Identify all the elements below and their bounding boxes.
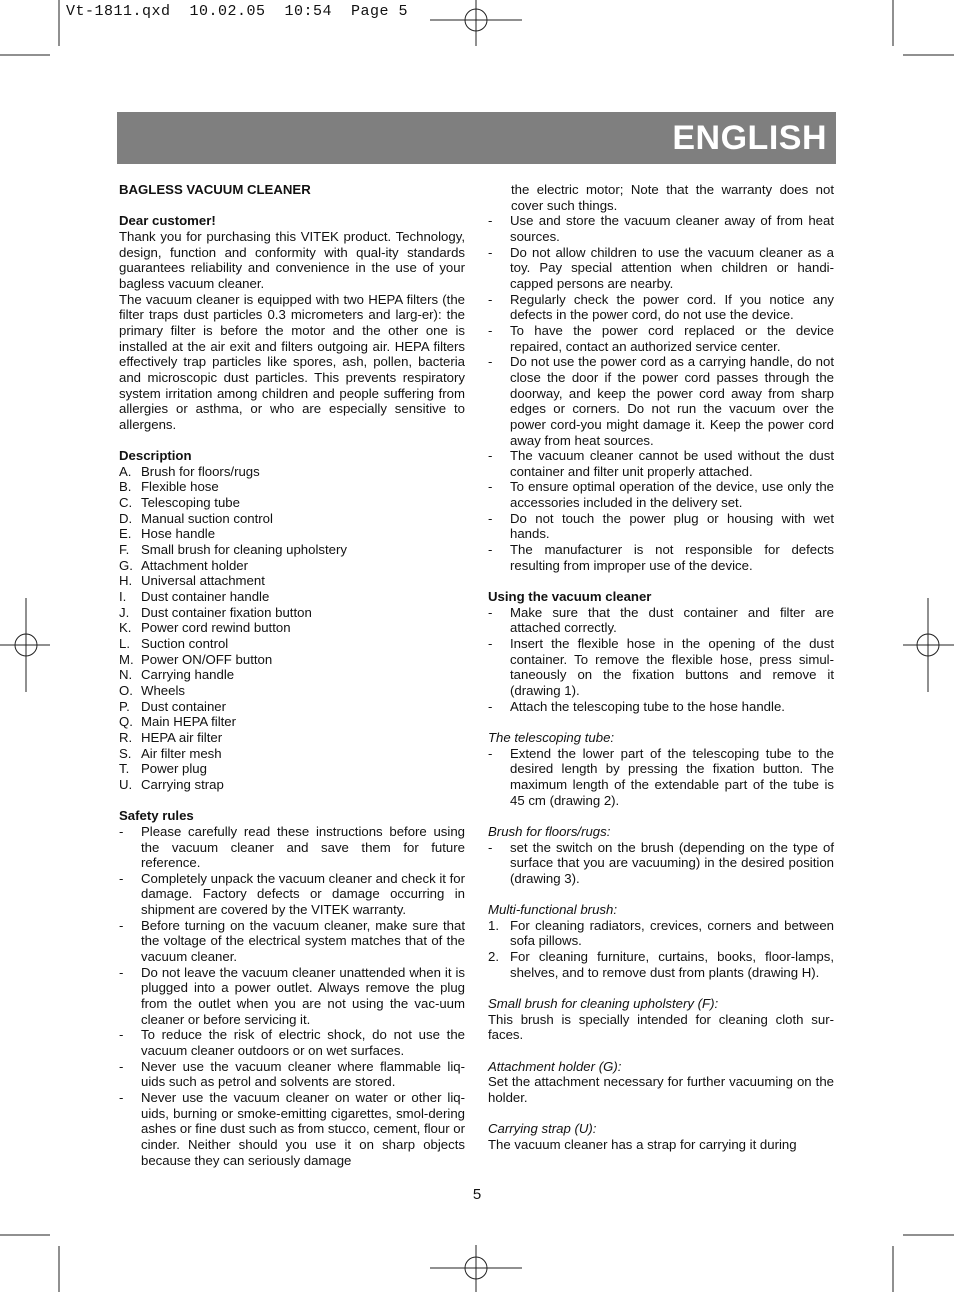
- intro-paragraph: Thank you for purchasing this VITEK product. Technology, design, function and conformity with qual-ity standards guarantees reliability and convenience in the use of your bagless vacuum cleaner.: [119, 228, 465, 291]
- list-marker: O.: [119, 682, 133, 698]
- list-text: Please carefully read these instructions before using the vacuum cleaner and save them for future reference.: [141, 823, 465, 871]
- list-item: [119, 511, 465, 527]
- small-brush-text: This brush is specially intended for cleaning cloth sur-faces.: [488, 1011, 834, 1043]
- list-item: [488, 511, 834, 542]
- list-marker: -: [488, 244, 493, 260]
- list-item: [488, 605, 834, 636]
- safety-list: [119, 824, 465, 1168]
- list-marker: S.: [119, 745, 132, 761]
- list-text: Small brush for cleaning upholstery: [141, 542, 347, 558]
- list-text: Do not allow children to use the vacuum cleaner as a toy. Pay special attention when children or handi-capped persons are nearby.: [510, 244, 834, 291]
- description-list: [119, 464, 465, 793]
- list-text: Carrying handle: [141, 667, 235, 683]
- strap-heading: Carrying strap (U):: [488, 1121, 597, 1137]
- list-marker: Q.: [119, 714, 133, 730]
- hepa-paragraph: The vacuum cleaner is equipped with two HEPA filters (the filter traps dust particles 0.3 micrometers and larg-er): the primary filter is before the motor and the other one is installed at the air exit and filters outgoing air. HEPA filters effectively trap particles like spores, ash, pollen, bacteria and microscopic dust particles. This prevents respiratory system irritation among children and people suffering from allergies or asthma, or who are especially sensitive to allergens.: [119, 291, 465, 432]
- list-text: Air filter mesh: [141, 745, 222, 761]
- print-slug: Vt-1811.qxd 10.02.05 10:54 Page 5: [66, 3, 409, 20]
- page-number: 5: [472, 1186, 482, 1203]
- safety-heading: Safety rules: [119, 808, 194, 824]
- list-marker: I.: [119, 589, 127, 605]
- list-text: Dust container handle: [141, 589, 270, 605]
- list-item: [119, 620, 465, 636]
- list-text: Wheels: [141, 682, 185, 698]
- list-text: Regularly check the power cord. If you notice any defects in the power cord, do not use the device.: [510, 291, 834, 323]
- list-text: Use and store the vacuum cleaner away of from heat sources.: [510, 213, 834, 244]
- list-item: [488, 746, 834, 809]
- list-marker: -: [488, 479, 493, 495]
- registration-mark-right: [903, 598, 954, 692]
- list-item: [488, 448, 834, 479]
- list-item: [488, 213, 834, 244]
- list-text: To reduce the risk of electric shock, do not use the vacuum cleaner outdoors or on wet surfaces.: [141, 1027, 465, 1059]
- list-item: [488, 292, 834, 323]
- list-item: [119, 558, 465, 574]
- list-marker: L.: [119, 636, 130, 651]
- list-item: [119, 464, 465, 480]
- list-item: [119, 667, 465, 683]
- list-text: For cleaning furniture, curtains, books, floor-lamps, shelves, and to remove dust from plants (drawing H).: [510, 949, 834, 980]
- using-heading: Using the vacuum cleaner: [488, 589, 652, 605]
- list-item: [119, 573, 465, 589]
- list-item: [119, 746, 465, 762]
- list-text: The manufacturer is not responsible for defects resulting from improper use of the device.: [510, 542, 834, 573]
- list-item: [119, 605, 465, 621]
- list-text: Extend the lower part of the telescoping tube to the desired length by pressing the fixation button. The maximum length of the extendable part of the tube is 45 cm (drawing 2).: [510, 745, 834, 808]
- multi-brush-list: [488, 918, 834, 981]
- list-item: [119, 714, 465, 730]
- list-marker: -: [488, 839, 493, 855]
- list-marker: R.: [119, 729, 133, 745]
- list-marker: 2.: [488, 949, 499, 965]
- list-item: [488, 245, 834, 292]
- list-marker: 1.: [488, 917, 499, 933]
- list-marker: -: [488, 698, 493, 714]
- registration-mark-bottom: [430, 1245, 522, 1292]
- list-item: [119, 918, 465, 965]
- list-item: [119, 730, 465, 746]
- list-marker: -: [488, 291, 493, 307]
- greeting: Dear customer!: [119, 213, 216, 229]
- list-text: Never use the vacuum cleaner where flammable liq-uids such as petrol and solvents are stored.: [141, 1058, 465, 1090]
- list-text: Flexible hose: [141, 479, 219, 495]
- list-marker: G.: [119, 557, 133, 573]
- list-marker: D.: [119, 510, 133, 526]
- list-text: Do not use the power cord as a carrying handle, do not close the door if the power cord passes through the doorway, and keep the power cord away from sharp edges or corners. Do not run the vacuum over the power cord-you might damage it. Keep the power cord away from heat sources.: [510, 354, 834, 448]
- list-text: Brush for floors/rugs: [141, 463, 260, 479]
- list-marker: J.: [119, 604, 130, 620]
- list-item: [119, 589, 465, 605]
- list-marker: H.: [119, 573, 133, 589]
- list-text: Never use the vacuum cleaner on water or other liq-uids, burning or smoke-emitting cigarettes, smol-dering ashes or fine dust such as from stucco, cement, flour or cinder. Neither should you use it on sharp objects because they can seriously damage: [141, 1090, 465, 1168]
- list-item: [119, 761, 465, 777]
- list-marker: -: [119, 823, 124, 839]
- list-item: [119, 479, 465, 495]
- list-item: [488, 636, 834, 699]
- list-marker: F.: [119, 542, 130, 558]
- list-item: [119, 824, 465, 871]
- multi-brush-heading: Multi-functional brush:: [488, 902, 618, 918]
- language-title: ENGLISH: [672, 119, 827, 157]
- list-marker: -: [488, 448, 493, 464]
- registration-mark-top: [430, 0, 522, 46]
- list-text: Attachment holder: [141, 557, 249, 573]
- list-marker: A.: [119, 463, 132, 479]
- list-marker: -: [488, 322, 493, 338]
- list-item: [119, 542, 465, 558]
- list-text: set the switch on the brush (depending on the type of surface that you are vacuuming) in the desired position (drawing 3).: [510, 839, 834, 886]
- list-marker: -: [119, 870, 124, 886]
- language-banner: [117, 112, 836, 164]
- list-text: Do not touch the power plug or housing with wet hands.: [510, 510, 834, 542]
- list-marker: -: [488, 510, 493, 526]
- list-text: Insert the flexible hose in the opening of the dust container. To remove the flexible hose, press simul-taneously on the fixation buttons and remove it (drawing 1).: [510, 636, 834, 698]
- left-column: [119, 182, 465, 1168]
- list-text: For cleaning radiators, crevices, corners and between sofa pillows.: [510, 917, 834, 949]
- list-marker: C.: [119, 495, 133, 511]
- list-text: The vacuum cleaner cannot be used without the dust container and filter unit properly attached.: [510, 448, 834, 479]
- brush-heading: Brush for floors/rugs:: [488, 823, 611, 839]
- list-marker: -: [488, 542, 493, 558]
- list-text: Power ON/OFF button: [141, 651, 273, 667]
- list-marker: E.: [119, 526, 132, 542]
- list-item: [488, 840, 834, 887]
- list-marker: T.: [119, 761, 130, 777]
- list-item: [119, 871, 465, 918]
- list-marker: -: [119, 1027, 124, 1043]
- document-title: BAGLESS VACUUM CLEANER: [119, 182, 311, 197]
- list-item: [488, 918, 834, 949]
- registration-mark-left: [0, 598, 50, 692]
- list-text: Before turning on the vacuum cleaner, make sure that the voltage of the electrical system matches that of the vacuum cleaner.: [141, 917, 465, 965]
- right-column: [488, 182, 834, 1153]
- list-marker: K.: [119, 620, 132, 636]
- list-marker: -: [488, 354, 493, 370]
- list-item: [119, 1027, 465, 1058]
- list-item: [488, 323, 834, 354]
- list-marker: -: [119, 1090, 124, 1106]
- list-text: Telescoping tube: [141, 495, 240, 511]
- list-item: [119, 777, 465, 793]
- safety-continuation: the electric motor; Note that the warranty does not cover such things.: [511, 182, 834, 213]
- list-item: [488, 542, 834, 573]
- list-text: HEPA air filter: [141, 729, 223, 745]
- list-item: [119, 636, 465, 652]
- list-item: [119, 683, 465, 699]
- list-marker: -: [488, 604, 493, 620]
- list-item: [119, 699, 465, 715]
- list-marker: -: [488, 636, 493, 652]
- list-item: [119, 495, 465, 511]
- list-text: To ensure optimal operation of the device, use only the accessories included in the delivery set.: [510, 479, 834, 511]
- list-marker: -: [119, 1058, 124, 1074]
- list-item: [119, 1059, 465, 1090]
- list-text: Power cord rewind button: [141, 620, 291, 636]
- list-text: Universal attachment: [141, 573, 265, 589]
- list-marker: P.: [119, 698, 130, 714]
- list-text: Dust container: [141, 698, 227, 714]
- safety-list-continued: [488, 213, 834, 573]
- list-marker: -: [119, 917, 124, 933]
- list-text: Hose handle: [141, 526, 216, 542]
- holder-heading: Attachment holder (G):: [488, 1058, 622, 1074]
- brush-list: [488, 840, 834, 887]
- list-marker: M.: [119, 651, 134, 667]
- list-item: [119, 965, 465, 1028]
- list-item: [119, 1090, 465, 1168]
- tube-list: [488, 746, 834, 809]
- tube-heading: The telescoping tube:: [488, 729, 615, 745]
- list-text: Attach the telescoping tube to the hose handle.: [510, 698, 785, 714]
- list-text: Main HEPA filter: [141, 714, 237, 730]
- list-text: Carrying strap: [141, 776, 224, 792]
- list-marker: B.: [119, 479, 132, 495]
- list-marker: U.: [119, 776, 133, 792]
- list-item: [119, 652, 465, 668]
- list-text: Power plug: [141, 761, 207, 777]
- list-text: Make sure that the dust container and filter are attached correctly.: [510, 604, 834, 636]
- using-list: [488, 605, 834, 715]
- description-heading: Description: [119, 448, 192, 464]
- list-item: [119, 526, 465, 542]
- list-item: [488, 479, 834, 510]
- list-text: To have the power cord replaced or the device repaired, contact an authorized service center.: [510, 322, 834, 354]
- list-text: Completely unpack the vacuum cleaner and check it for damage. Factory defects or damage occurring in shipment are covered by the VITEK warranty.: [141, 870, 465, 918]
- list-text: Manual suction control: [141, 510, 273, 526]
- list-item: [488, 699, 834, 715]
- holder-text: Set the attachment necessary for further vacuuming on the holder.: [488, 1074, 834, 1105]
- list-text: Dust container fixation button: [141, 604, 312, 620]
- strap-text: The vacuum cleaner has a strap for carrying it during: [488, 1136, 797, 1152]
- list-marker: -: [488, 213, 493, 229]
- list-item: [488, 949, 834, 980]
- list-text: Do not leave the vacuum cleaner unattended when it is plugged into a power outlet. Always remove the plug from the outlet when you are not using the vac-uum cleaner or before servicing it.: [141, 964, 465, 1027]
- list-marker: N.: [119, 667, 133, 683]
- small-brush-heading: Small brush for cleaning upholstery (F):: [488, 996, 719, 1012]
- list-marker: -: [488, 745, 493, 761]
- list-marker: -: [119, 964, 124, 980]
- list-item: [488, 354, 834, 448]
- list-text: Suction control: [141, 636, 229, 651]
